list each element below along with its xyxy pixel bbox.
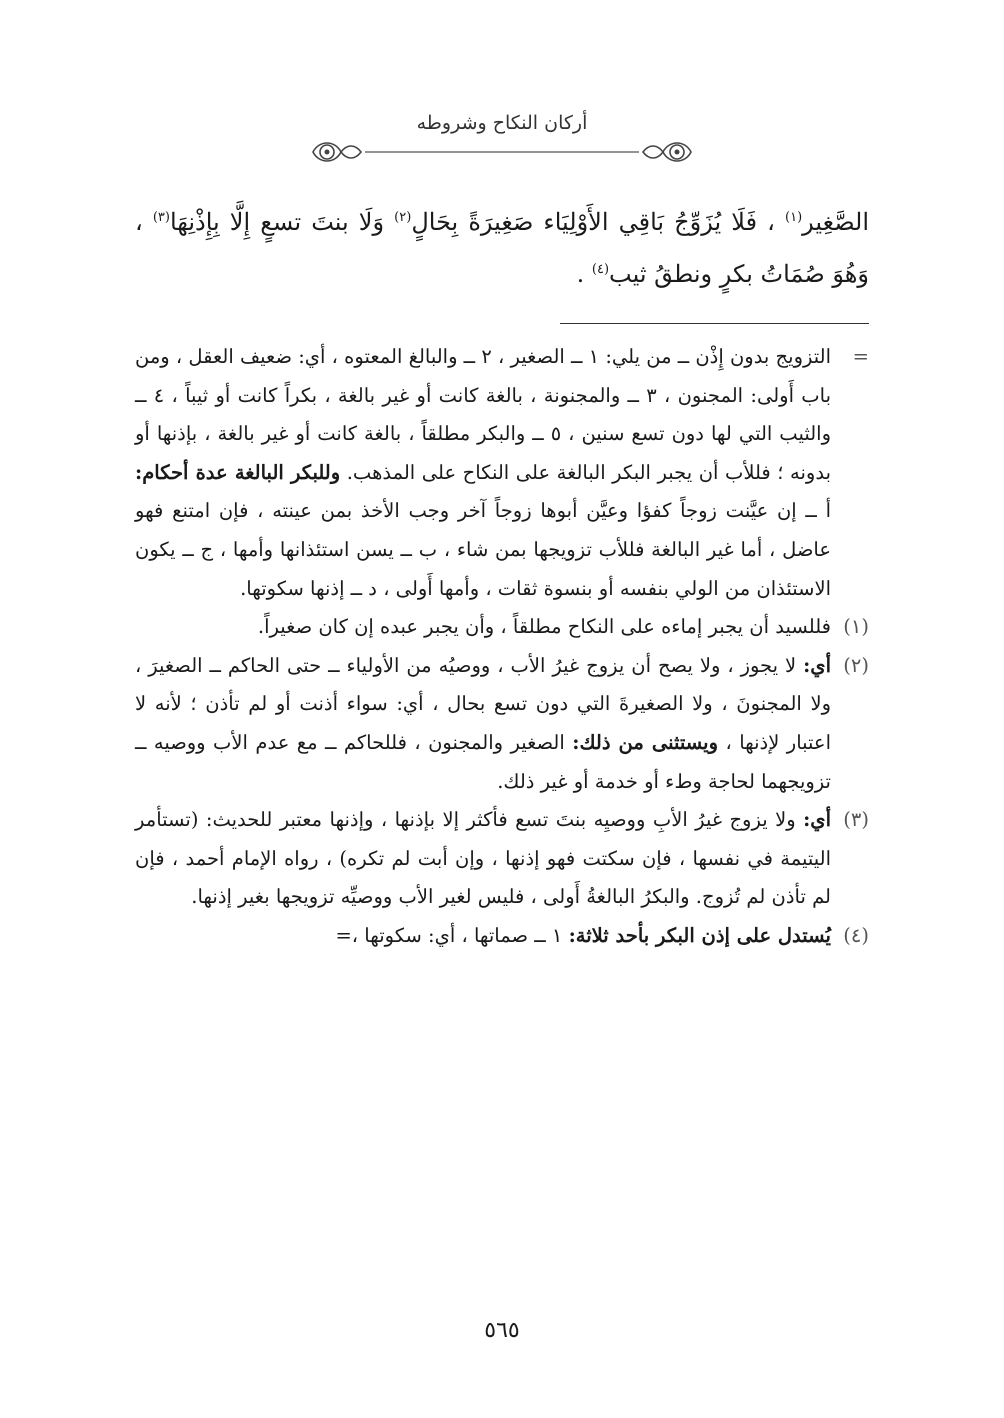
- main-text-part: وَلَا بنتَ تسعٍ إِلَّا بِإِذْنِهَا: [169, 208, 395, 236]
- footnote-text: أ ــ إن عيَّنت زوجاً كفؤا وعيَّن أبوها زوجاً آخر وجب الأخذ بمن عينته ، فإن امتنع فهو عاضل ، أما غير البالغة فللأب تزويجها بمن شاء ، ب ــ يسن استئذانها وأمها ، ج ــ يكون الاستئذان من الولي بنفسه أو بنسوة ثقات ، وأمها أَولى ، د ــ إذنها سكوتها.: [135, 499, 831, 600]
- footnote-bold: أي:: [803, 808, 831, 832]
- main-text: [135, 196, 869, 300]
- footnote-3: [135, 801, 869, 917]
- footnote-number: (٢): [843, 653, 869, 677]
- footnotes: [135, 338, 869, 956]
- running-head: أركان النكاح وشروطه: [416, 112, 588, 134]
- header-ornament-icon: [305, 136, 699, 168]
- footnote-text: ١ ــ صماتها ، أي: سكوتها ،=: [335, 923, 569, 947]
- footnote-number: (١): [843, 615, 869, 639]
- footnote-2: [135, 647, 869, 801]
- footnote-ref[interactable]: (١): [785, 210, 803, 225]
- footnote-bold: وللبكر البالغة عدة أحكام:: [135, 460, 341, 484]
- footnote-number: (٤): [843, 923, 869, 947]
- footnote-text: الصغير والمجنون ، فللحاكم ــ مع عدم الأب ووصيه ــ تزويجهما لحاجة وطء أو خدمة أو غير ذلك.: [135, 730, 831, 793]
- footnote-text: لا يجوز ، ولا يصح أن يزوج غيرُ الأب ، ووصيُه من الأولياء ــ حتى الحاكم ــ الصغيرَ ، ولا المجنونَ ، ولا الصغيرةَ التي دون تسع بحال ، أي: سواء أذنت أو لم تأذن ؛ لأنه لا اعتبار لإذنها ،: [135, 653, 831, 754]
- footnote-continued: [135, 338, 869, 608]
- main-text-part: .: [576, 260, 592, 288]
- footnote-1: [135, 608, 869, 647]
- footnote-ref[interactable]: (٤): [591, 262, 610, 277]
- footnote-bold: يُستدل على إذن البكر بأحد ثلاثة:: [568, 923, 831, 947]
- main-text-part: الصَّغِير: [802, 208, 870, 236]
- page-number: ٥٦٥: [484, 1318, 520, 1343]
- footnote-text: التزويج بدون إِذْن ــ من يلي: ١ ــ الصغير ، ٢ ــ والبالغ المعتوه ، أي: ضعيف العقل ، ومن باب أَولى: المجنون ، ٣ ــ والمجنونة ، بالغة كانت أو غير بالغة ، بكراً كانت أو ثيباً ، ٤ ــ والثيب التي لها دون تسع سنين ، ٥ ــ والبكر مطلقاً ، بالغة كانت أو غير بالغة ، بإذنها أو بدونه ؛ فللأب أن يجبر البكر البالغة على النكاح على المذهب.: [134, 345, 831, 484]
- footnote-bold: أي:: [803, 653, 831, 677]
- footnote-ref[interactable]: (٢): [394, 210, 412, 225]
- main-text-part: ، وَهُوَ صُمَاتُ بكرٍ ونطقُ ثيب: [135, 208, 869, 288]
- main-text-part: ، فَلَا يُزَوِّجُ بَاقِي الأَوْلِيَاء صَغِيرَةً بِحَالٍ: [411, 208, 786, 236]
- footnote-text: فللسيد أن يجبر إماءه على النكاح مطلقاً ، وأن يجبر عبده إن كان صغيراً.: [257, 615, 831, 639]
- footnote-text: ولا يزوج غيرُ الأبِ ووصيِه بنتَ تسع فأكثر إلا بإذنها ، وإذنها معتبر للحديث: (تستأمر اليتيمة في نفسها ، فإن سكتت فهو إذنها ، وإن أبت لم تكره) ، رواه الإمام أحمد ، فإن لم تأذن لم تُزوج. والبكرُ البالغةُ أَولى ، فليس لغير الأب ووصيِّه تزويجها بغير إذنها.: [135, 808, 831, 909]
- footnote-ref[interactable]: (٣): [152, 210, 170, 225]
- footnote-separator: [560, 323, 869, 324]
- continuation-mark: =: [852, 345, 869, 368]
- footnote-number: (٣): [843, 808, 869, 832]
- footnote-4: [135, 917, 869, 956]
- footnote-bold: ويستثنى من ذلك:: [572, 730, 719, 754]
